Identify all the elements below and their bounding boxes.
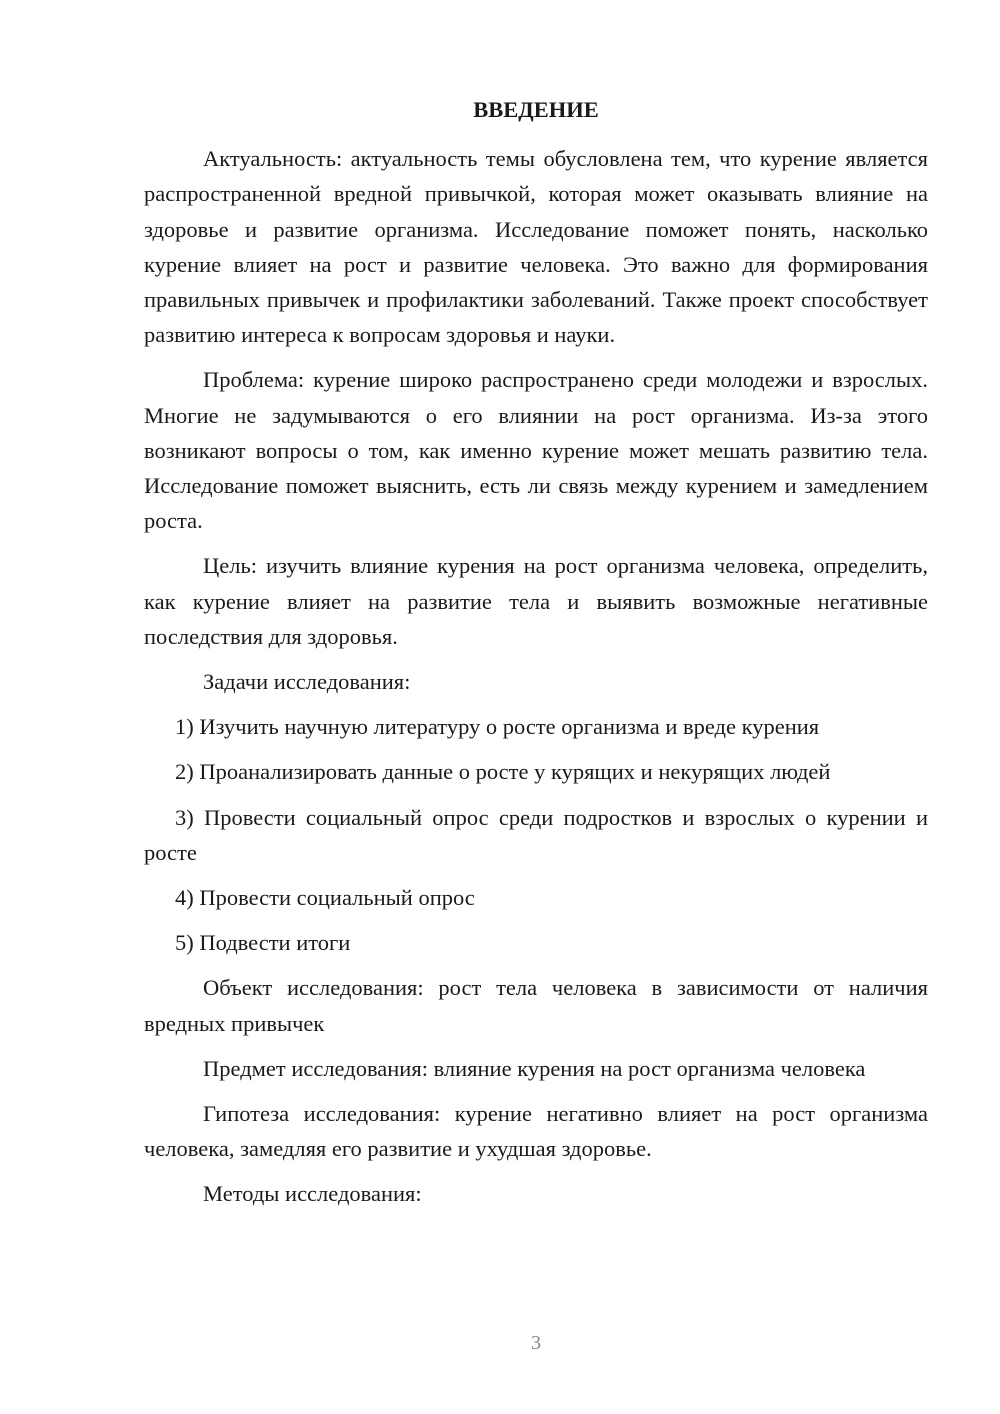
page-body xyxy=(144,92,928,1222)
paragraph-relevance: Актуальность: актуальность темы обусловлена тем, что курение является распространенной вредной привычкой, которая может оказывать влияние на здоровье и развитие организма. Исследование поможет понять, насколько курение влияет на рост и развитие человека. Это важно для формирования правильных привычек и профилактики заболеваний. Также проект способствует развитию интереса к вопросам здоровья и науки. xyxy=(144,146,928,348)
paragraph-goal: Цель: изучить влияние курения на рост организма человека, определить, как курение влияет на развитие тела и выявить возможные негативные последствия для здоровья. xyxy=(144,553,928,649)
paragraph-subject: Предмет исследования: влияние курения на рост организма человека xyxy=(203,1055,866,1081)
task-item-5: 5) Подвести итоги xyxy=(175,930,351,956)
task-item-2: 2) Проанализировать данные о росте у курящих и некурящих людей xyxy=(175,759,831,785)
task-item-4: 4) Провести социальный опрос xyxy=(175,885,475,911)
paragraph-tasks-heading: Задачи исследования: xyxy=(203,669,411,695)
task-item-1: 1) Изучить научную литературу о росте организма и вреде курения xyxy=(175,714,820,740)
paragraph-methods: Методы исследования: xyxy=(203,1181,422,1207)
page-number: 3 xyxy=(531,1332,541,1354)
task-item-3: 3) Провести социальный опрос среди подростков и взрослых о курении и росте xyxy=(144,804,928,865)
paragraph-object: Объект исследования: рост тела человека в зависимости от наличия вредных привычек xyxy=(144,975,928,1036)
paragraph-problem: Проблема: курение широко распространено среди молодежи и взрослых. Многие не задумываются о его влиянии на рост организма. Из-за этого возникают вопросы о том, как именно курение может мешать развитию тела. Исследование поможет выяснить, есть ли связь между курением и замедлением роста. xyxy=(144,367,928,534)
paragraph-hypothesis: Гипотеза исследования: курение негативно влияет на рост организма человека, замедляя его развитие и ухудшая здоровье. xyxy=(144,1101,928,1162)
section-heading: ВВЕДЕНИЕ xyxy=(473,97,599,122)
